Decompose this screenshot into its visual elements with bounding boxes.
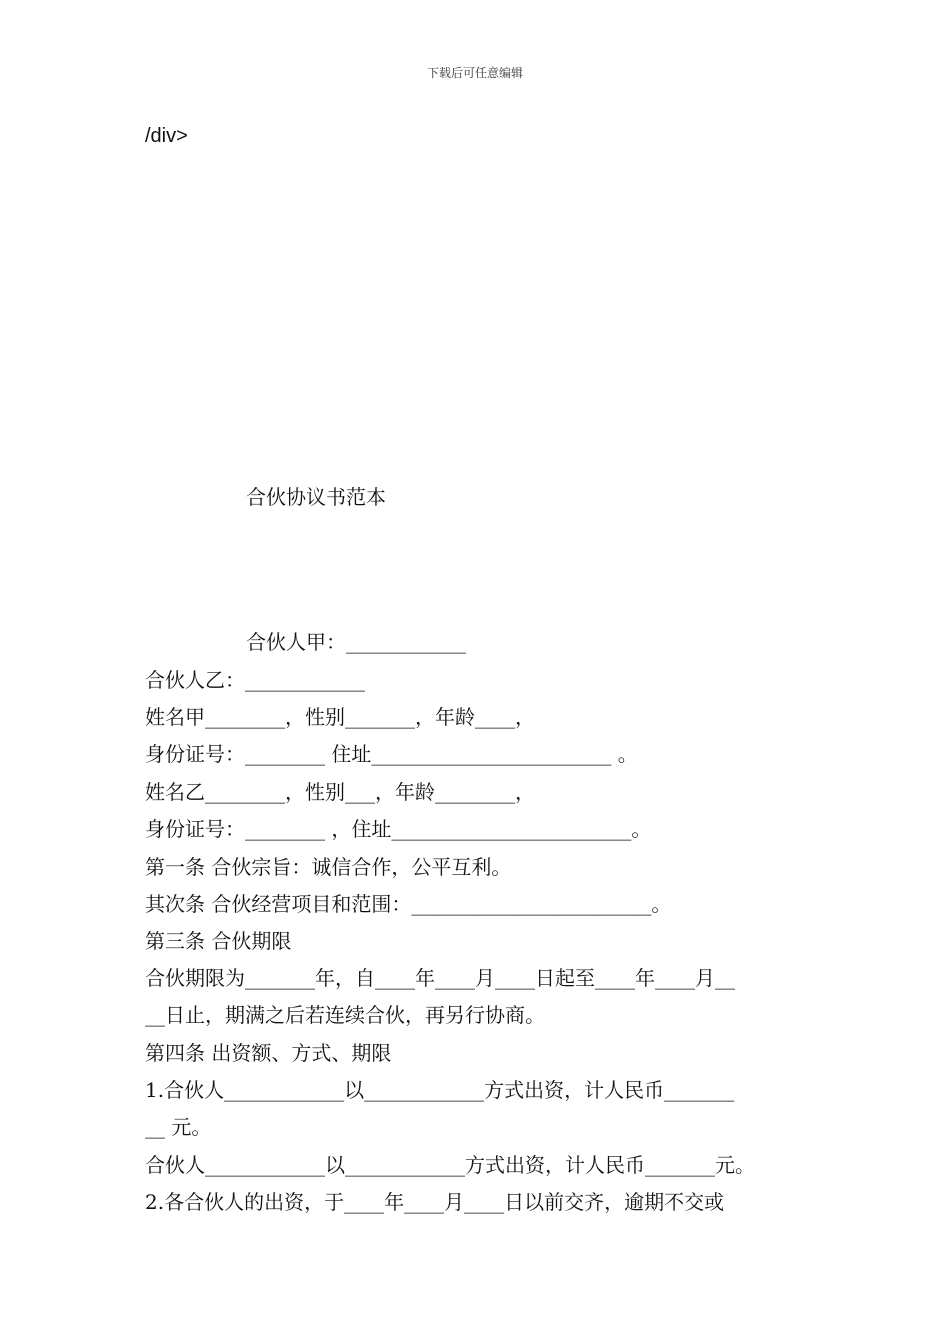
term-line-2: __日止，期满之后若连续合伙，再另行协商。 xyxy=(145,1003,545,1027)
article-1-line: 第一条 合伙宗旨：诚信合作，公平互利。 xyxy=(145,855,512,879)
partner-a-line: 合伙人甲：____________ xyxy=(246,630,466,654)
contribution-line-2: __ 元。 xyxy=(145,1115,212,1139)
id-address-a-line: 身份证号：________ 住址________________________ 。 xyxy=(145,742,638,766)
article-4-heading: 第四条 出资额、方式、期限 xyxy=(145,1041,392,1065)
article-2-line: 其次条 合伙经营项目和范围：________________________。 xyxy=(145,892,672,916)
term-line-1: 合伙期限为_______年，自____年____月____日起至____年____月__ xyxy=(145,966,735,990)
contribution-line-1: 1.合伙人____________以____________方式出资，计人民币_______ xyxy=(145,1078,735,1102)
id-address-b-line: 身份证号：________ ，住址________________________。 xyxy=(145,817,652,841)
article-3-heading: 第三条 合伙期限 xyxy=(145,929,292,953)
partner-b-line: 合伙人乙：____________ xyxy=(145,668,365,692)
name-a-line: 姓名甲________，性别_______，年龄____， xyxy=(145,705,535,729)
contribution-line-3: 合伙人____________以____________方式出资，计人民币_______元。 xyxy=(145,1153,755,1177)
contribution-deadline-line: 2.各合伙人的出资，于____年____月____日以前交齐，逾期不交或 xyxy=(145,1190,725,1214)
name-b-line: 姓名乙________，性别___，年龄________， xyxy=(145,780,535,804)
document-title: 合伙协议书范本 xyxy=(246,485,386,509)
page-header: 下载后可任意编辑 xyxy=(426,66,523,80)
stray-markup-text: /div> xyxy=(145,125,188,147)
